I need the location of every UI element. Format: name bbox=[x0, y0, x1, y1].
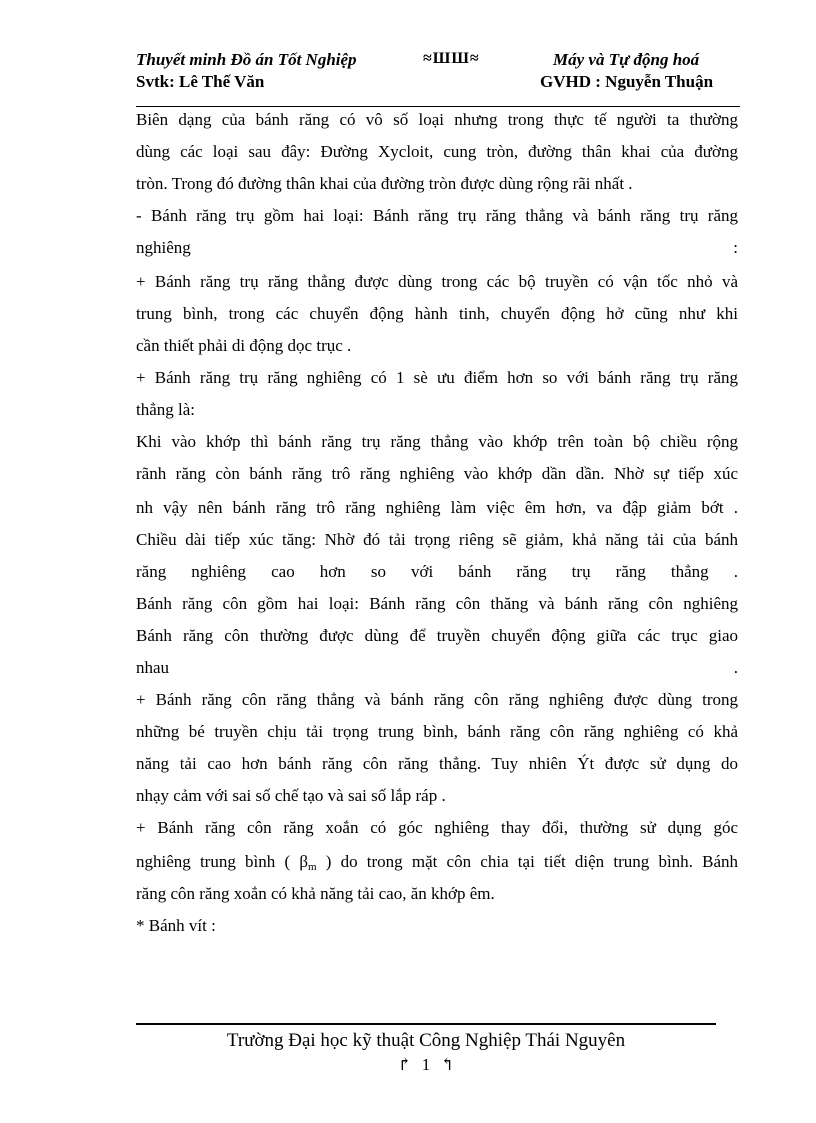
beta-symbol: β bbox=[299, 852, 308, 871]
body-line: thẳng là: bbox=[136, 400, 196, 419]
body-line: rãnh răng còn bánh răng trô răng nghiêng vào khớp dần dần. Nhờ sự tiếp xúc bbox=[136, 464, 738, 483]
body-line: nh vậy nên bánh răng trô răng nghiêng làm việc êm hơn, va đập giảm bớt . bbox=[136, 498, 738, 517]
body-line: Biên dạng của bánh răng có vô số loại nhưng trong thực tế người ta thường bbox=[136, 110, 738, 129]
body-line: nhau . bbox=[136, 658, 738, 677]
body-line: Khi vào khớp thì bánh răng trụ răng thẳng vào khớp trên toàn bộ chiều rộng bbox=[136, 432, 738, 451]
body-line: nhạy cảm với sai số chế tạo và sai số lắp ráp . bbox=[136, 786, 446, 805]
body-line: + Bánh răng trụ răng thẳng được dùng trong các bộ truyền có vận tốc nhỏ và bbox=[136, 272, 738, 291]
body-line: răng côn răng xoắn có khả năng tải cao, ăn khớp êm. bbox=[136, 884, 495, 903]
body-line: cần thiết phải di động dọc trục . bbox=[136, 336, 352, 355]
beta-text-after: ) do trong mặt côn chia tại tiết diện trung bình. Bánh bbox=[316, 852, 738, 871]
header-ornament-icon: ≈ШШ≈ bbox=[423, 50, 480, 67]
body-line: nghiêng : bbox=[136, 238, 738, 257]
body-line: răng nghiêng cao hơn so với bánh răng trụ răng thẳng . bbox=[136, 562, 738, 581]
body-line: những bé truyền chịu tải trọng trung bình, bánh răng côn răng nghiêng có khả bbox=[136, 722, 738, 741]
body-line: Bánh răng côn gồm hai loại: Bánh răng côn thăng và bánh răng côn nghiêng bbox=[136, 594, 738, 613]
beta-text-before: nghiêng trung bình ( bbox=[136, 852, 300, 871]
page-number: 1 bbox=[421, 1055, 431, 1074]
body-line: + Bánh răng côn răng xoắn có góc nghiêng thay đổi, thường sử dụng góc bbox=[136, 818, 738, 837]
body-line: trung bình, trong các chuyển động hành tinh, chuyển động hở cũng như khi bbox=[136, 304, 738, 323]
body-line: dùng các loại sau đây: Đường Xycloit, cung tròn, đường thân khai của đường bbox=[136, 142, 738, 161]
document-title: Thuyết minh Đồ án Tốt Nghiệp bbox=[136, 50, 357, 69]
student-name: Svtk: Lê Thế Văn bbox=[136, 72, 265, 91]
beta-subscript: m bbox=[307, 861, 317, 873]
page-left-arrow-icon: ↱ bbox=[397, 1055, 412, 1074]
body-line: Bánh răng côn thường được dùng để truyền chuyển động giữa các trục giao bbox=[136, 626, 738, 645]
school-name: Trường Đại học kỹ thuật Công Nghiệp Thái Nguyên bbox=[226, 1030, 626, 1051]
body-line-beta bbox=[136, 852, 738, 877]
body-line: - Bánh răng trụ gồm hai loại: Bánh răng trụ răng thẳng và bánh răng trụ răng bbox=[136, 206, 738, 225]
body-line: tròn. Trong đó đường thân khai của đường tròn được dùng rộng rãi nhất . bbox=[136, 174, 633, 193]
body-line: * Bánh vít : bbox=[136, 916, 216, 935]
header-divider bbox=[136, 106, 740, 107]
footer-divider bbox=[136, 1023, 716, 1025]
page-right-arrow-icon: ↰ bbox=[440, 1055, 455, 1074]
body-line: năng tải cao hơn bánh răng côn răng thẳng. Tuy nhiên Ýt được sử dụng do bbox=[136, 754, 738, 773]
advisor-name: GVHD : Nguyễn Thuận bbox=[540, 72, 714, 91]
body-line: + Bánh răng côn răng thẳng và bánh răng côn răng nghiêng được dùng trong bbox=[136, 690, 738, 709]
page-number-block bbox=[136, 1055, 716, 1075]
body-line: Chiều dài tiếp xúc tăng: Nhờ đó tải trọng riêng sẽ giảm, khả năng tải của bánh bbox=[136, 530, 738, 549]
body-line: + Bánh răng trụ răng nghiêng có 1 sè ưu điểm hơn so với bánh răng trụ răng bbox=[136, 368, 738, 387]
document-subtitle: Máy và Tự động hoá bbox=[553, 50, 700, 69]
